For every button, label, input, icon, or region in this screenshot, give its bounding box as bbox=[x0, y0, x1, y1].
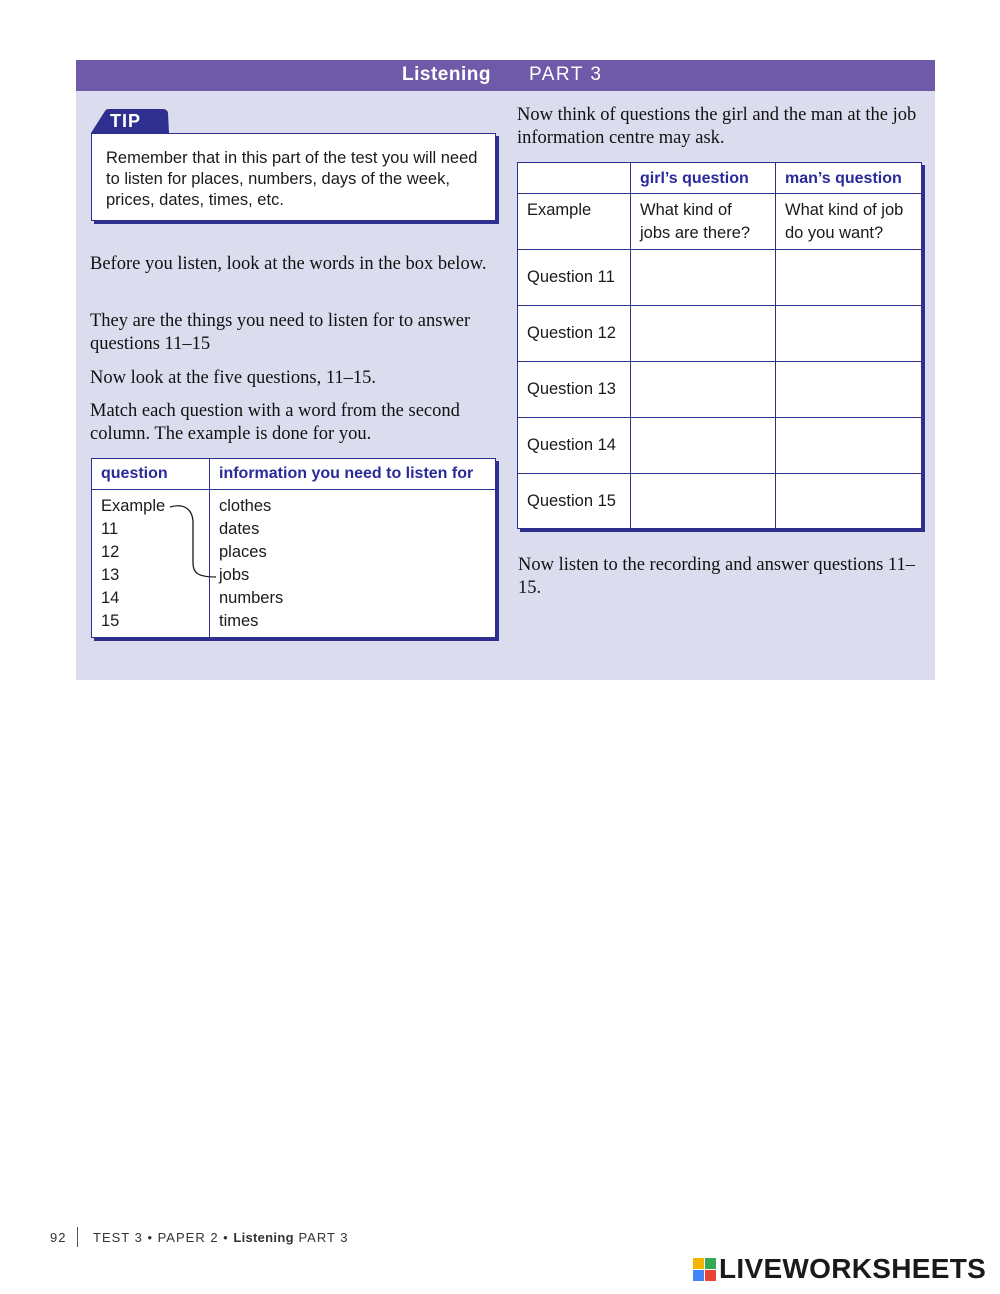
row-label-question-15: Question 15 bbox=[527, 492, 616, 510]
example-man-question-line1: What kind of job bbox=[785, 201, 904, 219]
page-number: 92 bbox=[50, 1230, 67, 1245]
example-girl-question-line2: jobs are there? bbox=[640, 224, 751, 242]
row-divider bbox=[518, 473, 921, 474]
match-header-question: question bbox=[101, 465, 168, 482]
exercise-panel bbox=[76, 60, 935, 680]
tip-text: Remember that in this part of the test you will need to listen for places, numbers, days of the week, prices, dates, times, etc. bbox=[106, 149, 478, 209]
example-connector-line bbox=[168, 499, 218, 585]
closing-instruction: Now listen to the recording and answer questions 11–15. bbox=[518, 555, 915, 598]
footer-prefix: TEST 3 • PAPER 2 • bbox=[93, 1230, 234, 1245]
example-man-question-line2: do you want? bbox=[785, 224, 884, 242]
tip-label: TIP bbox=[110, 111, 142, 131]
row-label-question-12: Question 12 bbox=[527, 324, 616, 342]
match-info-clothes: clothes bbox=[219, 497, 272, 515]
matching-table bbox=[91, 458, 496, 638]
match-question-13: 13 bbox=[101, 566, 120, 584]
section-header bbox=[76, 60, 935, 91]
section-part: PART 3 bbox=[529, 64, 603, 85]
row-divider bbox=[518, 193, 921, 194]
row-divider bbox=[518, 249, 921, 250]
brand-logo-icon bbox=[693, 1258, 717, 1282]
match-question-example: Example bbox=[101, 497, 166, 515]
footer-text bbox=[93, 1230, 349, 1245]
row-divider bbox=[518, 361, 921, 362]
header-divider bbox=[92, 489, 495, 490]
instruction-3: Now look at the five questions, 11–15. bbox=[90, 368, 377, 388]
match-info-jobs: jobs bbox=[219, 566, 250, 584]
header-mans-question: man’s question bbox=[785, 170, 902, 187]
match-question-12: 12 bbox=[101, 543, 120, 561]
row-divider bbox=[518, 417, 921, 418]
tip-tab bbox=[91, 109, 169, 133]
match-question-11: 11 bbox=[101, 520, 119, 538]
row-label-question-14: Question 14 bbox=[527, 436, 616, 454]
right-intro: Now think of questions the girl and the man at the job information centre may ask. bbox=[517, 105, 917, 148]
header-girls-question: girl’s question bbox=[640, 170, 749, 187]
match-question-15: 15 bbox=[101, 612, 120, 630]
footer-bold: Listening bbox=[233, 1230, 294, 1245]
question-table bbox=[517, 162, 922, 529]
match-info-places: places bbox=[219, 543, 267, 561]
match-info-numbers: numbers bbox=[219, 589, 284, 607]
instruction-2: They are the things you need to listen for to answer questions 11–15 bbox=[90, 311, 471, 354]
section-title: Listening bbox=[402, 64, 491, 85]
match-info-times: times bbox=[219, 612, 259, 630]
row-label-example: Example bbox=[527, 201, 592, 219]
instruction-4: Match each question with a word from the second column. The example is done for you. bbox=[90, 401, 460, 444]
row-label-question-11: Question 11 bbox=[527, 268, 615, 286]
match-info-dates: dates bbox=[219, 520, 260, 538]
row-label-question-13: Question 13 bbox=[527, 380, 616, 398]
tip-box bbox=[91, 133, 496, 221]
match-question-14: 14 bbox=[101, 589, 120, 607]
brand-name: LIVEWORKSHEETS bbox=[719, 1253, 987, 1284]
footer-suffix: PART 3 bbox=[293, 1230, 349, 1245]
example-girl-question-line1: What kind of bbox=[640, 201, 732, 219]
match-header-information: information you need to listen for bbox=[219, 465, 474, 482]
footer-separator bbox=[77, 1227, 78, 1247]
instruction-1: Before you listen, look at the words in the box below. bbox=[90, 254, 487, 274]
row-divider bbox=[518, 305, 921, 306]
